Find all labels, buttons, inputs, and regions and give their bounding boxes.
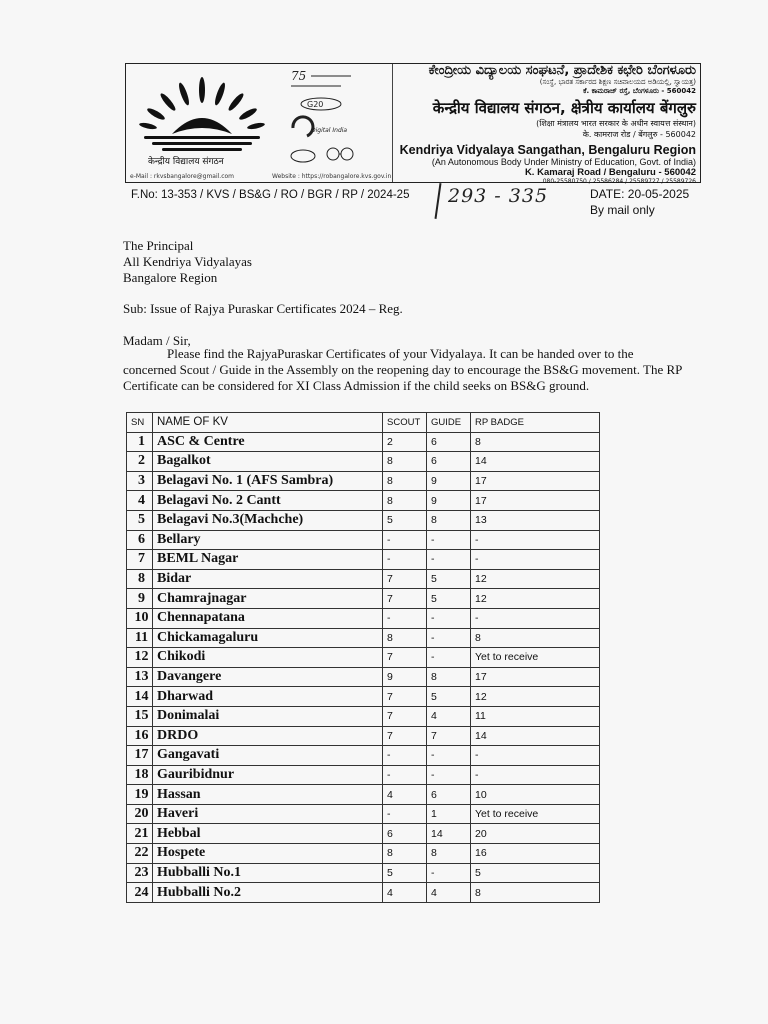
cell-rp-badge: - xyxy=(471,550,600,570)
cell-sn: 22 xyxy=(127,844,153,864)
cell-guide: 6 xyxy=(427,452,471,472)
cell-scout: 8 xyxy=(383,491,427,511)
table-row xyxy=(127,785,600,805)
cell-sn: 24 xyxy=(127,883,153,903)
cell-sn: 14 xyxy=(127,687,153,707)
table-row xyxy=(127,432,600,452)
cell-guide: - xyxy=(427,550,471,570)
cell-sn: 1 xyxy=(127,432,153,452)
table-row xyxy=(127,530,600,550)
file-number: F.No: 13-353 / KVS / BS&G / RO / BGR / RP / 2024-25 xyxy=(131,189,410,201)
cell-guide: 14 xyxy=(427,824,471,844)
cell-guide: 7 xyxy=(427,726,471,746)
handwritten-dispatch-number: 293 - 335 xyxy=(448,185,549,207)
column-header-name: NAME OF KV xyxy=(153,413,383,433)
cell-scout: - xyxy=(383,765,427,785)
cell-rp-badge: 8 xyxy=(471,628,600,648)
table-row xyxy=(127,569,600,589)
cell-sn: 17 xyxy=(127,746,153,766)
cell-rp-badge: - xyxy=(471,530,600,550)
table-row xyxy=(127,883,600,903)
cell-guide: 8 xyxy=(427,844,471,864)
cell-kv-name: Dharwad xyxy=(153,687,383,707)
hindi-title: केन्द्रीय विद्यालय संगठन, क्षेत्रीय कार्यालय बेंगलुरु xyxy=(432,99,696,117)
table-row xyxy=(127,491,600,511)
cell-guide: - xyxy=(427,863,471,883)
cell-scout: 9 xyxy=(383,667,427,687)
table-row xyxy=(127,726,600,746)
table-row xyxy=(127,608,600,628)
kvs-emblem-icon xyxy=(132,72,272,167)
kannada-subtitle: (ಸಂಸ್ಥೆ, ಭಾರತ ಸರ್ಕಾರದ ಶಿಕ್ಷಣ ಸಚಿವಾಲಯದ ಅಡಿಯಲ್ಲಿ, ಸ್ವಾಯತ್ತ) xyxy=(539,78,696,86)
subject-line: Sub: Issue of Rajya Puraskar Certificates 2024 – Reg. xyxy=(123,301,403,316)
letterhead-website: Website : https://robangalore.kvs.gov.in xyxy=(272,173,392,180)
address-line: The Principal xyxy=(123,238,194,253)
recipient-address xyxy=(123,238,252,286)
cell-kv-name: Bellary xyxy=(153,530,383,550)
cell-guide: 1 xyxy=(427,804,471,824)
cell-guide: - xyxy=(427,648,471,668)
cell-scout: 2 xyxy=(383,432,427,452)
cell-guide: 5 xyxy=(427,589,471,609)
letter-date: DATE: 20-05-2025 xyxy=(590,187,690,201)
cell-sn: 21 xyxy=(127,824,153,844)
cell-scout: 7 xyxy=(383,648,427,668)
anniversary-badges-icon xyxy=(281,66,386,166)
cell-scout: 8 xyxy=(383,452,427,472)
delivery-note: By mail only xyxy=(590,203,655,217)
cell-sn: 13 xyxy=(127,667,153,687)
cell-rp-badge: 17 xyxy=(471,491,600,511)
cell-kv-name: Davangere xyxy=(153,667,383,687)
cell-guide: - xyxy=(427,530,471,550)
cell-kv-name: BEML Nagar xyxy=(153,550,383,570)
table-row xyxy=(127,706,600,726)
table-row xyxy=(127,824,600,844)
cell-kv-name: Gauribidnur xyxy=(153,765,383,785)
english-subtitle: (An Autonomous Body Under Ministry of Education, Govt. of India) xyxy=(431,157,696,167)
table-row xyxy=(127,687,600,707)
cell-sn: 6 xyxy=(127,530,153,550)
cell-sn: 9 xyxy=(127,589,153,609)
cell-sn: 23 xyxy=(127,863,153,883)
cell-scout: 7 xyxy=(383,706,427,726)
cell-scout: 4 xyxy=(383,883,427,903)
cell-sn: 11 xyxy=(127,628,153,648)
table-row xyxy=(127,471,600,491)
cell-sn: 10 xyxy=(127,608,153,628)
table-row xyxy=(127,804,600,824)
cell-kv-name: Chamrajnagar xyxy=(153,589,383,609)
cell-kv-name: Bidar xyxy=(153,569,383,589)
cell-rp-badge: 5 xyxy=(471,863,600,883)
cell-guide: 6 xyxy=(427,785,471,805)
cell-kv-name: Chickamagaluru xyxy=(153,628,383,648)
cell-rp-badge: 12 xyxy=(471,687,600,707)
cell-kv-name: Hassan xyxy=(153,785,383,805)
column-header-guide: GUIDE xyxy=(427,413,471,433)
cell-scout: 8 xyxy=(383,844,427,864)
cell-kv-name: Haveri xyxy=(153,804,383,824)
table-row xyxy=(127,510,600,530)
cell-sn: 2 xyxy=(127,452,153,472)
salutation: Madam / Sir, xyxy=(123,333,191,348)
table-row xyxy=(127,844,600,864)
cell-rp-badge: 20 xyxy=(471,824,600,844)
cell-sn: 12 xyxy=(127,648,153,668)
org-name-hindi: केन्द्रीय विद्यालय संगठन xyxy=(148,157,224,167)
cell-scout: 6 xyxy=(383,824,427,844)
cell-kv-name: Hubballi No.2 xyxy=(153,883,383,903)
cell-rp-badge: 12 xyxy=(471,569,600,589)
cell-guide: - xyxy=(427,628,471,648)
cell-scout: 7 xyxy=(383,569,427,589)
cell-rp-badge: 16 xyxy=(471,844,600,864)
cell-scout: 7 xyxy=(383,589,427,609)
cell-sn: 7 xyxy=(127,550,153,570)
certificates-table xyxy=(126,412,600,903)
cell-kv-name: Hospete xyxy=(153,844,383,864)
cell-sn: 15 xyxy=(127,706,153,726)
table-row xyxy=(127,452,600,472)
cell-rp-badge: Yet to receive xyxy=(471,648,600,668)
cell-rp-badge: 8 xyxy=(471,883,600,903)
cell-rp-badge: 13 xyxy=(471,510,600,530)
cell-sn: 16 xyxy=(127,726,153,746)
cell-scout: - xyxy=(383,608,427,628)
cell-rp-badge: 14 xyxy=(471,726,600,746)
cell-kv-name: Chennapatana xyxy=(153,608,383,628)
cell-rp-badge: 11 xyxy=(471,706,600,726)
table-row xyxy=(127,628,600,648)
table-row xyxy=(127,765,600,785)
table-row xyxy=(127,589,600,609)
cell-kv-name: ASC & Centre xyxy=(153,432,383,452)
cell-sn: 4 xyxy=(127,491,153,511)
address-line: All Kendriya Vidyalayas xyxy=(123,254,252,269)
cell-kv-name: Donimalai xyxy=(153,706,383,726)
table-row xyxy=(127,648,600,668)
cell-kv-name: Hubballi No.1 xyxy=(153,863,383,883)
cell-kv-name: Hebbal xyxy=(153,824,383,844)
cell-rp-badge: 8 xyxy=(471,432,600,452)
cell-sn: 3 xyxy=(127,471,153,491)
cell-guide: 8 xyxy=(427,510,471,530)
body-paragraph: Please find the RajyaPuraskar Certificates of your Vidyalaya. It can be handed over to the concerned Scout / Guide in the Assembly on the reopening day to encourage the BS&G movement. The RP Certificate can be considered for XI Class Admission if the child seeks on BS&G ground. xyxy=(123,346,682,393)
cell-guide: 9 xyxy=(427,491,471,511)
cell-scout: 5 xyxy=(383,510,427,530)
cell-rp-badge: 17 xyxy=(471,471,600,491)
cell-kv-name: Belagavi No. 2 Cantt xyxy=(153,491,383,511)
english-address: K. Kamaraj Road / Bengaluru - 560042 xyxy=(524,167,696,178)
cell-sn: 18 xyxy=(127,765,153,785)
cell-sn: 19 xyxy=(127,785,153,805)
cell-scout: 5 xyxy=(383,863,427,883)
cell-rp-badge: - xyxy=(471,765,600,785)
cell-kv-name: Belagavi No.3(Machche) xyxy=(153,510,383,530)
hindi-subtitle: (शिक्षा मंत्रालय भारत सरकार के अधीन स्वायत्त संस्थान) xyxy=(536,119,696,128)
table-header-row xyxy=(127,413,600,433)
english-title: Kendriya Vidyalaya Sangathan, Bengaluru Region xyxy=(399,143,696,157)
cell-kv-name: Belagavi No. 1 (AFS Sambra) xyxy=(153,471,383,491)
cell-guide: 5 xyxy=(427,569,471,589)
kannada-address: ಕೆ. ಕಾಮರಾಜ್ ರಸ್ತೆ, ಬೆಂಗಳೂರು - 560042 xyxy=(583,87,696,95)
cell-scout: 8 xyxy=(383,471,427,491)
cell-scout: 8 xyxy=(383,628,427,648)
letterhead-logo-panel xyxy=(126,64,393,182)
hindi-address: के. कामराज रोड / बेंगलुरु - 560042 xyxy=(582,130,696,139)
cell-rp-badge: 10 xyxy=(471,785,600,805)
cell-guide: 9 xyxy=(427,471,471,491)
cell-rp-badge: 17 xyxy=(471,667,600,687)
phone-numbers: 080-25580750 / 25586284 / 25589727 / 25589726 xyxy=(542,178,696,185)
letterhead-email: e-Mail : rkvsbangalore@gmail.com xyxy=(130,173,235,180)
cell-guide: 5 xyxy=(427,687,471,707)
cell-sn: 5 xyxy=(127,510,153,530)
cell-scout: 4 xyxy=(383,785,427,805)
cell-rp-badge: - xyxy=(471,746,600,766)
address-line: Bangalore Region xyxy=(123,270,218,285)
table-row xyxy=(127,746,600,766)
cell-sn: 20 xyxy=(127,804,153,824)
cell-sn: 8 xyxy=(127,569,153,589)
svg-text:75: 75 xyxy=(291,69,307,83)
cell-kv-name: Bagalkot xyxy=(153,452,383,472)
svg-text:G20: G20 xyxy=(307,100,324,109)
cell-guide: 4 xyxy=(427,706,471,726)
cell-rp-badge: Yet to receive xyxy=(471,804,600,824)
table-row xyxy=(127,550,600,570)
cell-kv-name: Gangavati xyxy=(153,746,383,766)
cell-guide: - xyxy=(427,746,471,766)
cell-scout: - xyxy=(383,550,427,570)
letterhead xyxy=(125,63,701,183)
cell-kv-name: DRDO xyxy=(153,726,383,746)
cell-scout: - xyxy=(383,746,427,766)
cell-guide: 8 xyxy=(427,667,471,687)
table-row xyxy=(127,667,600,687)
column-header-rp-badge: RP BADGE xyxy=(471,413,600,433)
separator-stroke xyxy=(435,183,442,219)
cell-rp-badge: 14 xyxy=(471,452,600,472)
kannada-title: ಕೇಂದ್ರೀಯ ವಿದ್ಯಾಲಯ ಸಂಘಟನೆ, ಪ್ರಾದೇಶಿಕ ಕಛೇರಿ ಬೆಂಗಳೂರು xyxy=(428,63,696,78)
column-header-scout: SCOUT xyxy=(383,413,427,433)
cell-scout: - xyxy=(383,804,427,824)
letterhead-text-panel xyxy=(394,63,700,185)
cell-scout: 7 xyxy=(383,687,427,707)
cell-kv-name: Chikodi xyxy=(153,648,383,668)
cell-guide: 4 xyxy=(427,883,471,903)
cell-guide: - xyxy=(427,765,471,785)
column-header-sn: SN xyxy=(127,413,153,433)
cell-scout: - xyxy=(383,530,427,550)
cell-rp-badge: - xyxy=(471,608,600,628)
cell-rp-badge: 12 xyxy=(471,589,600,609)
cell-guide: - xyxy=(427,608,471,628)
table-body xyxy=(127,432,600,902)
cell-guide: 6 xyxy=(427,432,471,452)
svg-text:Digital India: Digital India xyxy=(311,127,348,134)
table-row xyxy=(127,863,600,883)
cell-scout: 7 xyxy=(383,726,427,746)
